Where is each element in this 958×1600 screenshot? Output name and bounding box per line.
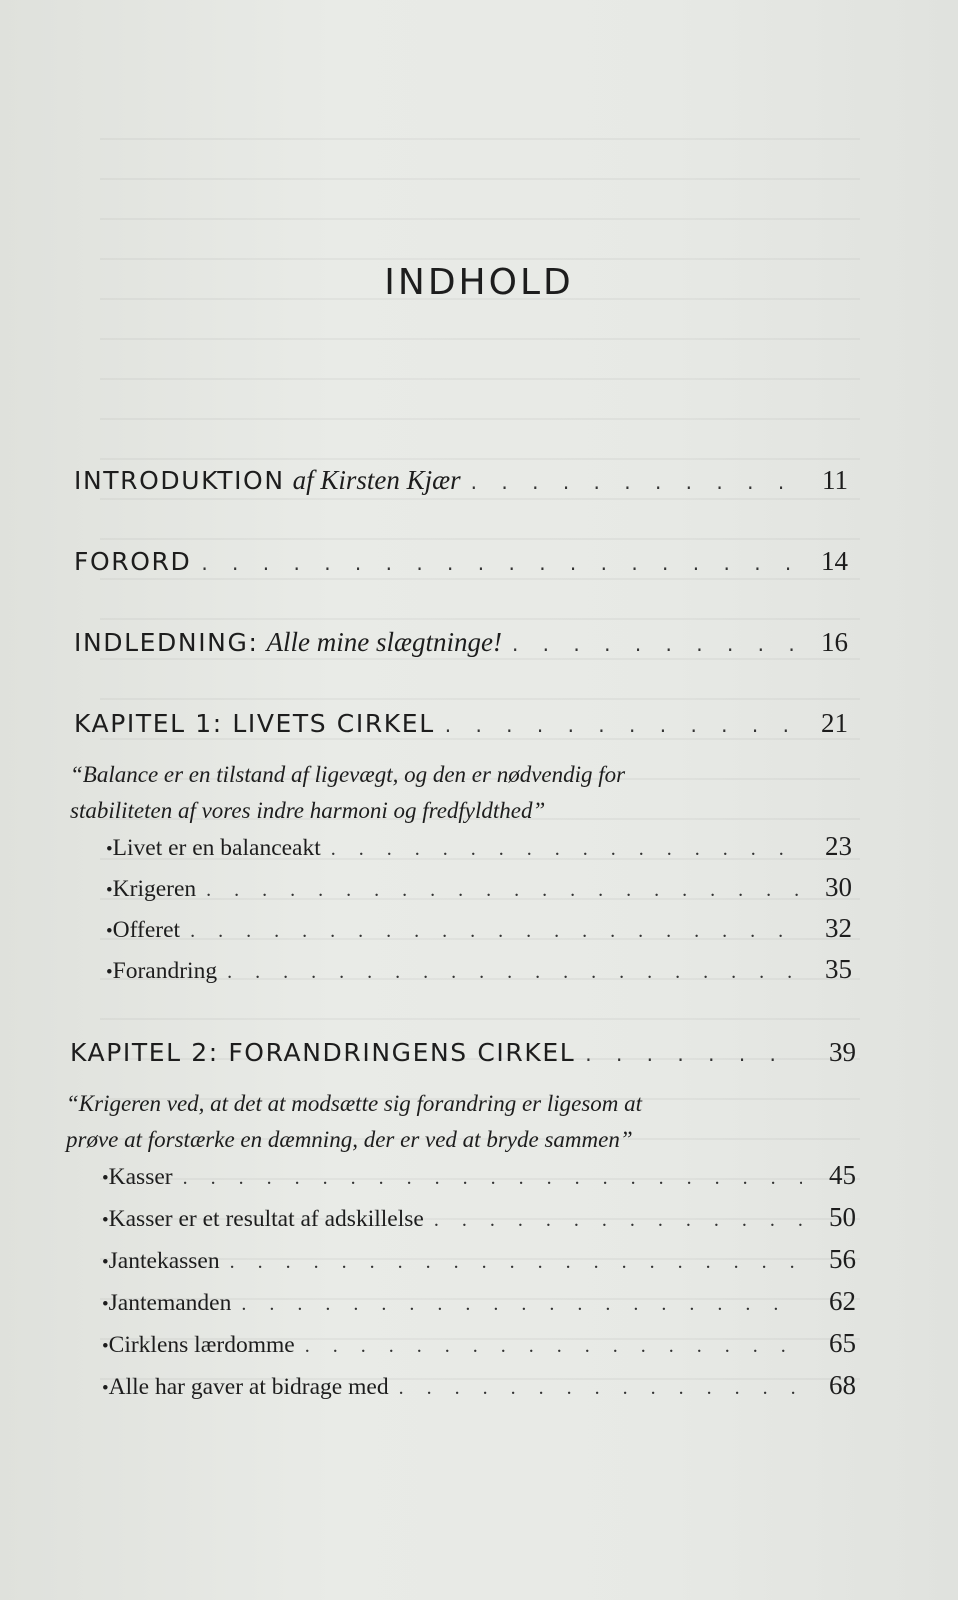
toc-entry-label: KAPITEL 2: FORANDRINGENS CIRKEL [70, 1038, 576, 1067]
page-number: 65 [829, 1328, 856, 1358]
toc-subentry [106, 831, 852, 875]
page-number: 11 [822, 465, 848, 495]
dot-leader [512, 632, 794, 656]
bullet-icon: • [102, 1378, 109, 1399]
bullet-icon: • [106, 962, 113, 983]
subentry-label: Forandring [112, 958, 218, 984]
dot-leader [241, 1293, 802, 1316]
dot-leader [471, 470, 794, 494]
page-title: INDHOLD [384, 262, 574, 303]
quote-line: “Balance er en tilstand af ligevægt, og den er nødvendig for [70, 762, 626, 787]
bullet-icon: • [106, 880, 113, 901]
dot-leader [190, 920, 798, 943]
toc-subentry [102, 1202, 856, 1246]
dot-leader [434, 1209, 802, 1232]
page-number: 68 [829, 1370, 856, 1400]
subentry-label: Offeret [112, 917, 181, 943]
page-number: 21 [821, 708, 848, 738]
quote-line: stabiliteten af vores indre harmoni og fredfyldthed” [70, 798, 546, 823]
toc-subentry [102, 1160, 856, 1204]
page-number: 32 [825, 913, 852, 943]
subentry-label: Kasser er et resultat af adskillelse [108, 1206, 424, 1232]
toc-subentry [102, 1370, 856, 1414]
chapter-quote [66, 1086, 786, 1158]
page-number: 39 [829, 1037, 856, 1067]
page-number: 35 [825, 954, 852, 984]
subentry-label: Krigeren [112, 876, 197, 902]
toc-entry-subtitle: Alle mine slægtninge! [266, 627, 502, 657]
toc-subentry [102, 1328, 856, 1372]
subentry-label: Jantekassen [108, 1248, 220, 1274]
subentry-label: Kasser [108, 1164, 173, 1190]
toc-entry-kapitel-1 [74, 708, 848, 752]
page-number: 14 [821, 546, 848, 576]
quote-line: prøve at forstærke en dæmning, der er ved at bryde sammen” [66, 1127, 633, 1152]
dot-leader [227, 961, 798, 984]
dot-leader [585, 1042, 802, 1066]
subentry-label: Cirklens lærdomme [108, 1332, 295, 1358]
dot-leader [331, 838, 798, 861]
subentry-label: Jantemanden [108, 1290, 232, 1316]
bullet-icon: • [102, 1252, 109, 1273]
toc-subentry [102, 1244, 856, 1288]
bullet-icon: • [102, 1210, 109, 1231]
toc-entry-label: INTRODUKTION [74, 466, 285, 495]
bullet-icon: • [102, 1168, 109, 1189]
page-number: 16 [821, 627, 848, 657]
page-number: 56 [829, 1244, 856, 1274]
toc-entry-label: KAPITEL 1: LIVETS CIRKEL [74, 709, 435, 738]
toc-entry-forord [74, 546, 848, 590]
page-number: 62 [829, 1286, 856, 1316]
toc-entry-introduktion [74, 465, 848, 509]
subentry-label: Alle har gaver at bidrage med [108, 1374, 389, 1400]
bullet-icon: • [106, 921, 113, 942]
toc-entry-label: FORORD [74, 547, 192, 576]
dot-leader [206, 879, 798, 902]
chapter-quote [70, 757, 790, 829]
toc-entry-label: INDLEDNING: [74, 628, 259, 657]
dot-leader [445, 713, 794, 737]
toc-entry-indledning [74, 627, 848, 671]
page-number: 30 [825, 872, 852, 902]
bullet-icon: • [106, 839, 113, 860]
toc-subentry [106, 954, 852, 998]
dot-leader [183, 1167, 802, 1190]
toc-subentry [102, 1286, 856, 1330]
toc-subentry [106, 913, 852, 957]
bullet-icon: • [102, 1336, 109, 1357]
toc-subentry [106, 872, 852, 916]
dot-leader [305, 1335, 802, 1358]
toc-entry-kapitel-2 [70, 1037, 856, 1081]
subentry-label: Livet er en balanceakt [112, 835, 321, 861]
toc-entry-subtitle: af Kirsten Kjær [292, 465, 461, 495]
dot-leader [230, 1251, 802, 1274]
dot-leader [399, 1377, 802, 1400]
page-number: 45 [829, 1160, 856, 1190]
bullet-icon: • [102, 1294, 109, 1315]
dot-leader [201, 551, 794, 575]
quote-line: “Krigeren ved, at det at modsætte sig forandring er ligesom at [66, 1091, 643, 1116]
page-number: 50 [829, 1202, 856, 1232]
page-number: 23 [825, 831, 852, 861]
